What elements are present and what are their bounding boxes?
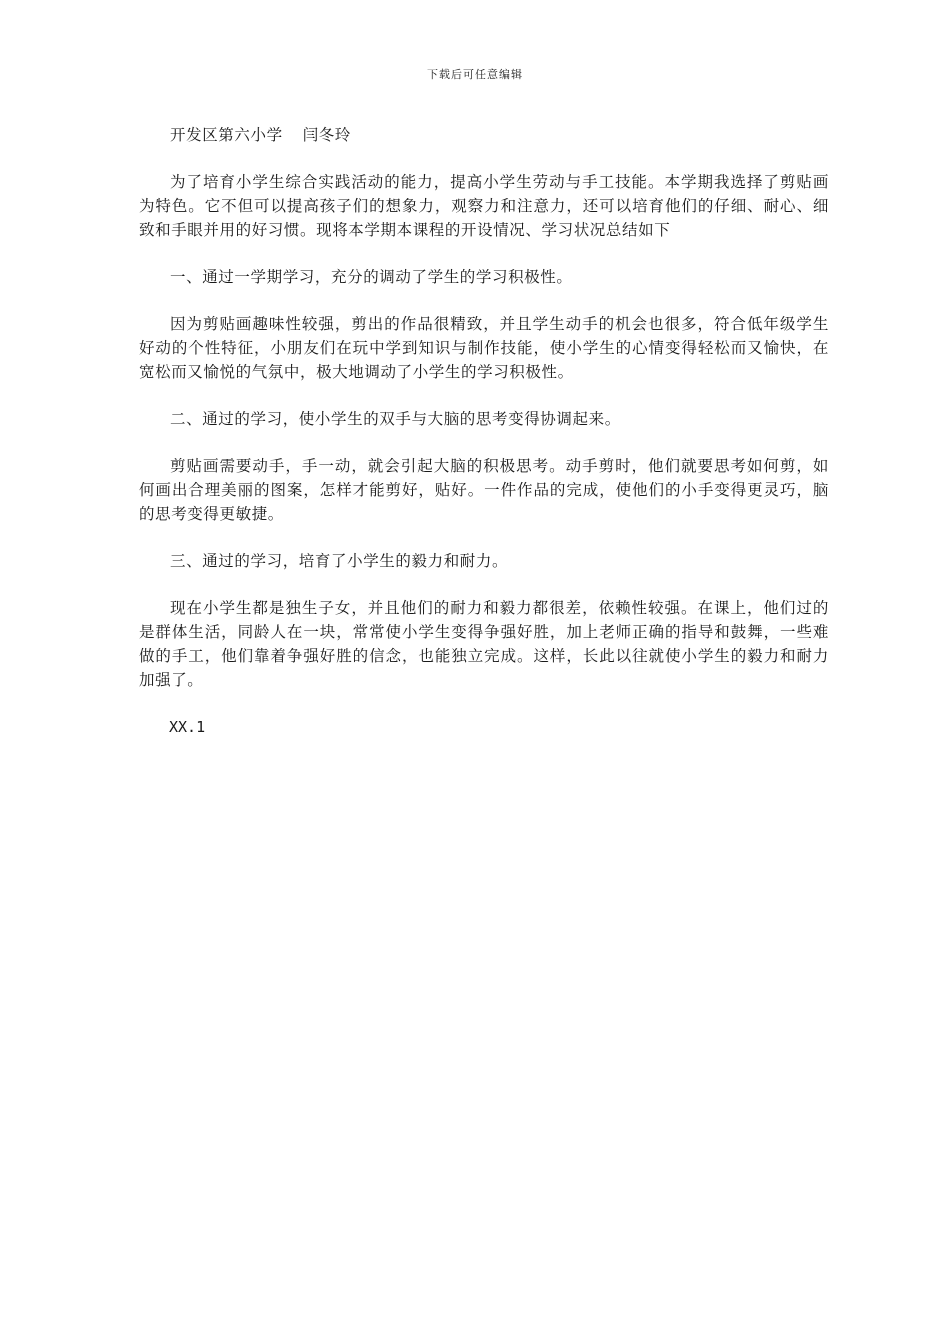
section-3-heading: 三、通过的学习，培育了小学生的毅力和耐力。 — [170, 552, 509, 570]
header-note: 下载后可任意编辑 — [427, 68, 523, 81]
section-1-body: 因为剪贴画趣味性较强，剪出的作品很精致，并且学生动手的机会也很多，符合低年级学生好动的个性特征，小朋友们在玩中学到知识与制作技能，使小学生的心情变得轻松而又愉快，在宽松而又愉悦的气氛中，极大地调动了小学生的学习积极性。 — [139, 315, 829, 381]
school-name: 开发区第六小学 — [170, 126, 283, 144]
section-2-heading: 二、通过的学习，使小学生的双手与大脑的思考变得协调起来。 — [170, 410, 621, 428]
document-body — [139, 123, 829, 739]
section-1-heading: 一、通过一学期学习，充分的调动了学生的学习积极性。 — [170, 268, 573, 286]
author-name: 闫冬玲 — [302, 126, 352, 144]
section-2-body: 剪贴画需要动手，手一动，就会引起大脑的积极思考。动手剪时，他们就要思考如何剪，如何画出合理美丽的图案，怎样才能剪好，贴好。一件作品的完成，使他们的小手变得更灵巧，脑的思考变得更敏捷。 — [139, 457, 829, 523]
author-line — [139, 123, 829, 147]
section-3-body: 现在小学生都是独生子女，并且他们的耐力和毅力都很差，依赖性较强。在课上，他们过的是群体生活，同龄人在一块，常常使小学生变得争强好胜，加上老师正确的指导和鼓舞，一些难做的手工，他们靠着争强好胜的信念，也能独立完成。这样，长此以往就使小学生的毅力和耐力加强了。 — [139, 599, 829, 689]
document-date: XX.1 — [169, 718, 206, 736]
intro-paragraph: 为了培育小学生综合实践活动的能力，提高小学生劳动与手工技能。本学期我选择了剪贴画为特色。它不但可以提高孩子们的想象力，观察力和注意力，还可以培育他们的仔细、耐心、细致和手眼并用的好习惯。现将本学期本课程的开设情况、学习状况总结如下 — [139, 173, 829, 239]
